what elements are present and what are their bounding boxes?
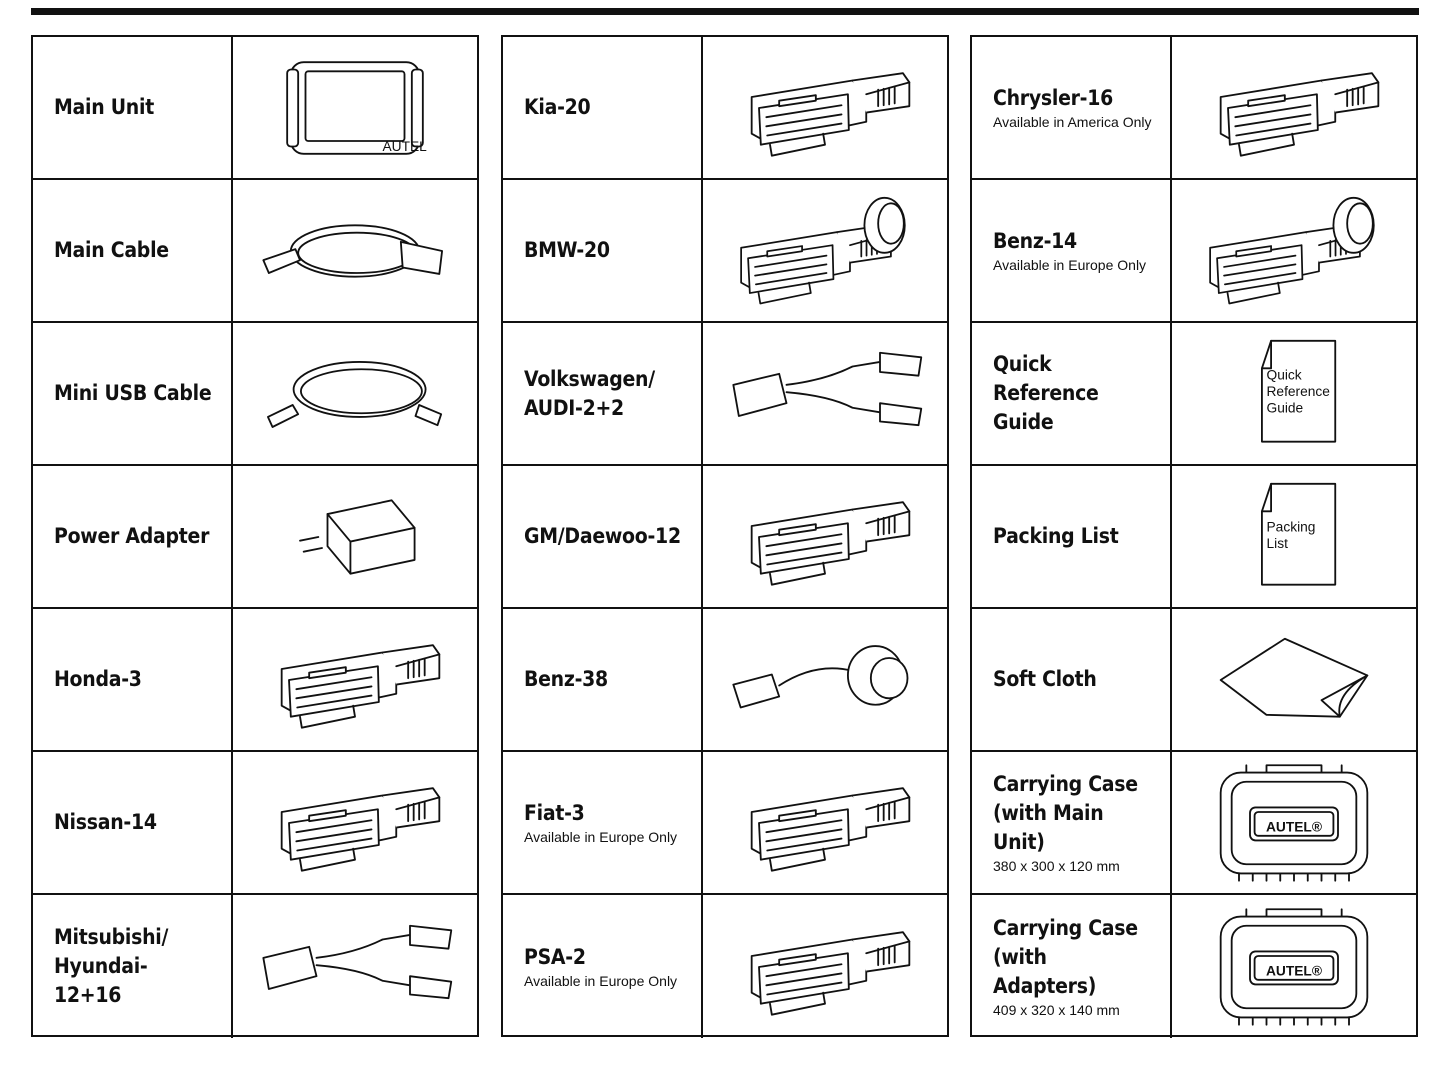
header-rule <box>31 8 1419 15</box>
item-image-cell <box>703 180 947 321</box>
item-row <box>503 180 947 323</box>
item-row <box>972 323 1416 466</box>
item-note: Available in Europe Only <box>524 829 678 845</box>
item-row <box>972 37 1416 180</box>
power-adapter-icon <box>245 472 465 602</box>
item-note: 409 x 320 x 140 mm <box>993 1002 1120 1018</box>
item-name-cell <box>972 466 1172 607</box>
document-icon <box>1184 329 1404 459</box>
item-image-cell <box>703 323 947 464</box>
obd-adapter-icon <box>715 902 935 1032</box>
item-note: 380 x 300 x 120 mm <box>993 858 1120 874</box>
case-icon <box>1184 758 1404 888</box>
item-row <box>33 323 477 466</box>
item-name-cell <box>503 37 703 178</box>
item-row <box>33 895 477 1038</box>
item-name: Soft Cloth <box>993 667 1097 691</box>
item-row <box>33 180 477 323</box>
item-name: Nissan-14 <box>54 810 157 834</box>
item-name-cell <box>972 37 1172 178</box>
item-name: Carrying Case (with Main Unit) <box>993 772 1138 854</box>
item-note: Available in Europe Only <box>524 973 678 989</box>
tablet-icon <box>245 43 465 173</box>
obd-adapter-icon <box>245 758 465 888</box>
item-image-cell <box>233 609 477 750</box>
items-column <box>970 35 1418 1037</box>
item-name-cell <box>503 609 703 750</box>
obd-adapter-icon <box>245 615 465 745</box>
item-row <box>972 895 1416 1038</box>
item-name: Benz-38 <box>524 667 608 691</box>
item-name: Volkswagen/ AUDI-2+2 <box>524 366 655 420</box>
case-icon <box>1184 902 1404 1032</box>
item-name: Quick Reference Guide <box>993 352 1099 434</box>
item-row <box>33 752 477 895</box>
item-name: GM/Daewoo-12 <box>524 524 681 548</box>
item-image-cell <box>1172 466 1416 607</box>
item-name-cell <box>972 895 1172 1038</box>
item-image-cell <box>233 895 477 1038</box>
item-name: Power Adapter <box>54 524 210 548</box>
round-adapter-icon <box>1184 186 1404 316</box>
document-label-line: List <box>1266 535 1288 551</box>
item-row <box>33 37 477 180</box>
item-image-cell <box>703 37 947 178</box>
item-name-cell <box>33 37 233 178</box>
item-row <box>503 752 947 895</box>
document-label-line: Packing <box>1266 519 1316 534</box>
document-icon <box>1184 472 1404 602</box>
item-name: Packing List <box>993 524 1119 548</box>
item-row <box>972 466 1416 609</box>
item-name: Kia-20 <box>524 95 591 119</box>
case-brand-label: AUTEL® <box>1266 962 1322 978</box>
item-image-cell <box>703 752 947 893</box>
item-row <box>503 37 947 180</box>
item-image-cell <box>233 323 477 464</box>
item-row <box>503 466 947 609</box>
tablet-brand-label: AUTEL <box>382 138 427 154</box>
obd-adapter-icon <box>715 758 935 888</box>
benz-cable-icon <box>715 615 935 745</box>
obd-adapter-icon <box>715 472 935 602</box>
item-name-cell <box>33 895 233 1038</box>
item-name: Main Cable <box>54 238 169 262</box>
item-note: Available in Europe Only <box>993 257 1147 273</box>
item-name: Chrysler-16 <box>993 86 1114 110</box>
items-column <box>501 35 949 1037</box>
item-name-cell <box>972 609 1172 750</box>
item-note: Available in America Only <box>993 114 1152 130</box>
document-label-line: Reference <box>1266 383 1330 399</box>
item-name-cell <box>972 752 1172 893</box>
item-name: Main Unit <box>54 95 154 119</box>
item-name: Honda-3 <box>54 667 142 691</box>
item-row <box>972 180 1416 323</box>
item-image-cell <box>233 37 477 178</box>
item-name-cell <box>503 752 703 893</box>
y-cable-icon <box>245 902 465 1032</box>
item-row <box>972 609 1416 752</box>
item-name-cell <box>972 180 1172 321</box>
document-label-line: Quick <box>1266 366 1302 382</box>
item-name-cell <box>33 323 233 464</box>
item-image-cell <box>1172 37 1416 178</box>
item-name-cell <box>503 895 703 1038</box>
item-row <box>972 752 1416 895</box>
item-image-cell <box>703 609 947 750</box>
y-cable-icon <box>715 329 935 459</box>
item-row <box>33 466 477 609</box>
item-name: Mitsubishi/ Hyundai-12+16 <box>54 925 169 1007</box>
item-row <box>503 609 947 752</box>
item-image-cell <box>233 466 477 607</box>
item-image-cell <box>703 895 947 1038</box>
item-name-cell <box>33 752 233 893</box>
usb-cable-icon <box>245 329 465 459</box>
case-brand-label: AUTEL® <box>1266 818 1322 834</box>
item-row <box>503 323 947 466</box>
item-name: Mini USB Cable <box>54 381 212 405</box>
item-name: PSA-2 <box>524 945 586 969</box>
round-adapter-icon <box>715 186 935 316</box>
item-image-cell <box>1172 752 1416 893</box>
item-name-cell <box>33 180 233 321</box>
item-name-cell <box>503 180 703 321</box>
item-image-cell <box>1172 323 1416 464</box>
item-name-cell <box>503 466 703 607</box>
item-image-cell <box>1172 609 1416 750</box>
item-image-cell <box>233 180 477 321</box>
items-column <box>31 35 479 1037</box>
obd-adapter-icon <box>1184 43 1404 173</box>
item-image-cell <box>233 752 477 893</box>
item-image-cell <box>1172 180 1416 321</box>
item-name: Carrying Case (with Adapters) <box>993 916 1138 998</box>
obd-adapter-icon <box>715 43 935 173</box>
item-name: Benz-14 <box>993 229 1077 253</box>
cable-icon <box>245 186 465 316</box>
item-image-cell <box>1172 895 1416 1038</box>
item-name-cell <box>33 466 233 607</box>
item-row <box>33 609 477 752</box>
item-image-cell <box>703 466 947 607</box>
item-name-cell <box>972 323 1172 464</box>
item-name-cell <box>33 609 233 750</box>
document-label-line: Guide <box>1266 399 1304 415</box>
item-name-cell <box>503 323 703 464</box>
item-name: Fiat-3 <box>524 801 585 825</box>
item-name: BMW-20 <box>524 238 610 262</box>
cloth-icon <box>1184 615 1404 745</box>
item-row <box>503 895 947 1038</box>
